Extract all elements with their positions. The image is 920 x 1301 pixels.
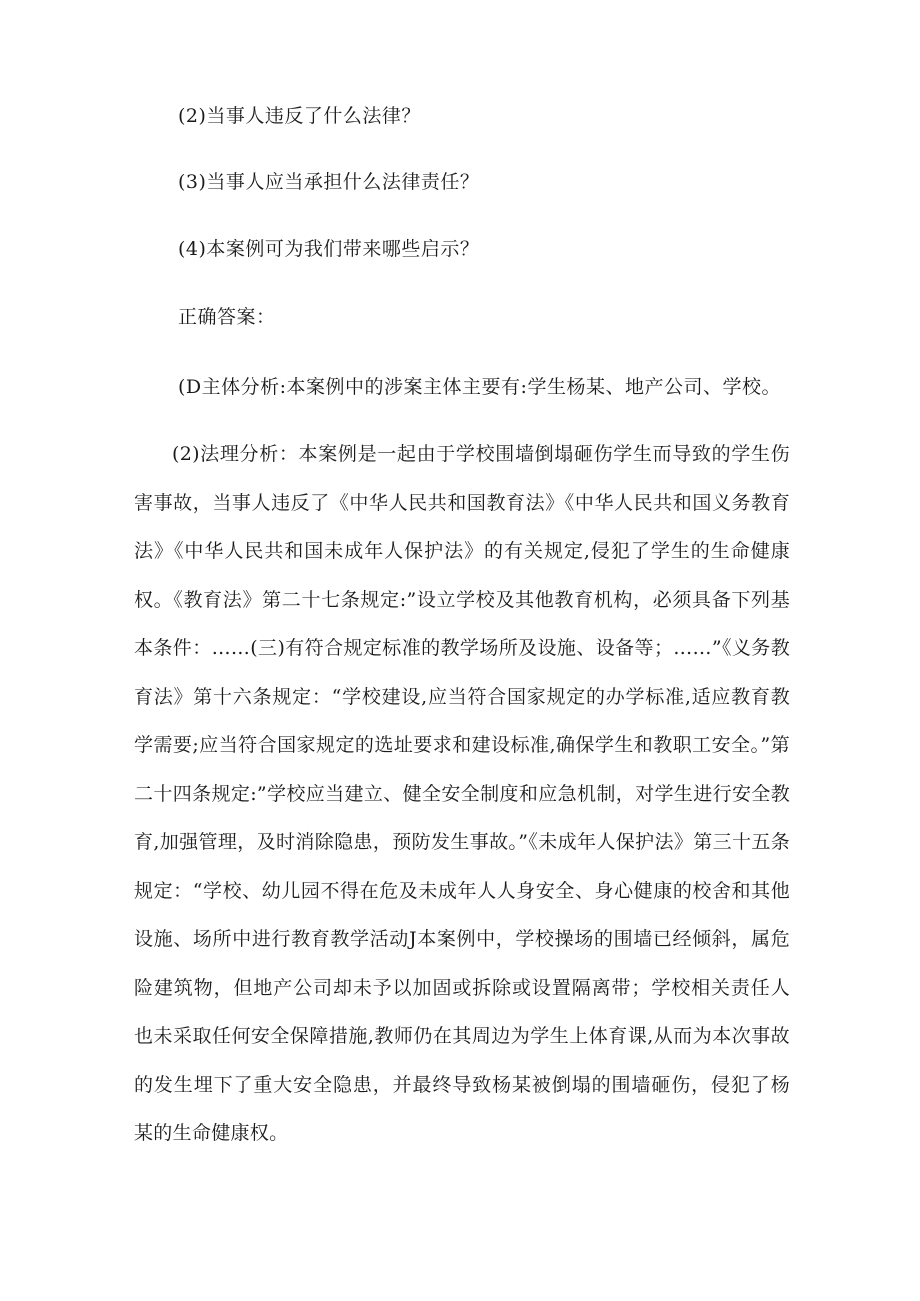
question-3: (3)当事人应当承担什么法律责任？ xyxy=(178,171,480,193)
answer-legal-analysis: (2)法理分析：本案例是一起由于学校围墙倒塌砸伤学生而导致的学生伤害事故，当事人违反了《中华人民共和国教育法》《中华人民共和国义务教育法》《中华人民共和国未成年人保护法》的有关规定,侵犯了学生的生命健康权。《教育法》第二十七条规定:”设立学校及其他教育机构，必须具备下列基本条件：……(三)有符合规定标准的教学场所及设施、设备等；……”《义务教育法》第十六条规定：“学校建设,应当符合国家规定的办学标准,适应教育教学需要;应当符合国家规定的选址要求和建设标准,确保学生和教职工安全。”第二十四条规定:”学校应当建立、健全安全制度和应急机制，对学生进行安全教育,加强管理，及时消除隐患，预防发生事故。”《未成年人保护法》第三十五条规定：“学校、幼儿园不得在危及未成年人人身安全、身心健康的校舍和其他设施、场所中进行教育教学活动J本案例中，学校操场的围墙已经倾斜，属危险建筑物，但地产公司却未予以加固或拆除或设置隔离带；学校相关责任人也未采取任何安全保障措施,教师仍在其周边为学生上体育课,从而为本次事故的发生埋下了重大安全隐患，并最终导致杨某被倒塌的围墙砸伤，侵犯了杨某的生命健康权。 xyxy=(134,443,790,1144)
question-4: (4)本案例可为我们带来哪些启示？ xyxy=(178,238,480,260)
answer-heading: 正确答案： xyxy=(178,306,276,328)
question-2: (2)当事人违反了什么法律？ xyxy=(178,105,421,127)
answer-subject-analysis: (D主体分析:本案例中的涉案主体主要有:学生杨某、地产公司、学校。 xyxy=(178,376,781,398)
